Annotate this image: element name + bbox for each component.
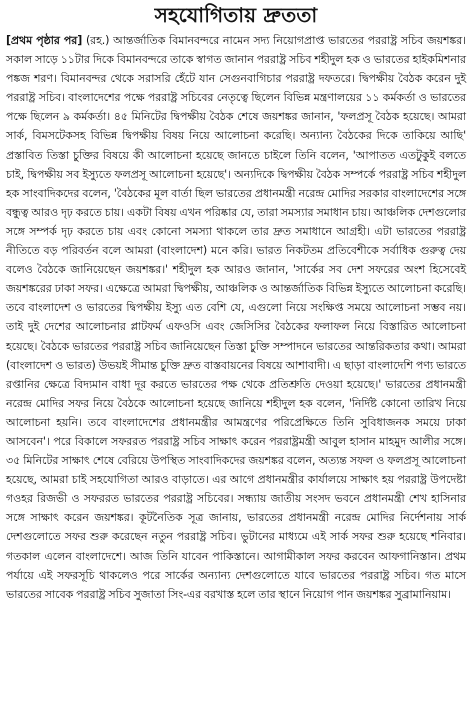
article-text: (রহ.) আন্তর্জাতিক বিমানবন্দরে নামেন সদ্য নিয়োগপ্রাপ্ত ভারতের পররাষ্ট্র সচিব জয়শঙ্কর। সকাল সাড়ে ১১টার দিকে বিমানবন্দরে তাকে স্বাগত জানান পররাষ্ট্র সচিব শহীদুল হক ও ভারতের হাইকমিশনার পঙ্কজ শরণ। বিমানবন্দর থেকে সরাসরি হেঁটে যান সেগুনবাগিচার পররাষ্ট্র দফতরে। দ্বিপক্ষীয় বৈঠক করেন দুই পররাষ্ট্র সচিব। বাংলাদেশের পক্ষে পররাষ্ট্র সচিবের নেতৃত্বে ছিলেন বিভিন্ন মন্ত্রণালয়ের ১১ কর্মকর্তা ও ভারতের পক্ষে ছিলেন ৯ কর্মকর্তা। ৪৫ মিনিটের দ্বিপক্ষীয় বৈঠক শেষে জয়শঙ্কর জানান, 'ফলপ্রসূ বৈঠক হয়েছে। আমরা সার্ক, বিমসটেকসহ বিভিন্ন দ্বিপক্ষীয় বিষয় নিয়ে আলোচনা করেছি। অন্যান্য বৈঠকের দিকে তাকিয়ে আছি' প্রস্তাবিত তিস্তা চুক্তির বিষয়ে কী আলোচনা হয়েছে জানতে চাইলে তিনি বলেন, 'আপাতত এতটুকুই বলতে চাই, দ্বিপক্ষীয় সব ইস্যুতে ফলপ্রসূ আলোচনা হয়েছে'। অন্যদিকে দ্বিপক্ষীয় বৈঠক সম্পর্কে পররাষ্ট্র সচিব শহীদুল হক সাংবাদিকদের বলেন, 'বৈঠকের মূল বার্তা ছিল ভারতের প্রধানমন্ত্রী নরেন্দ্র মোদির সরকার বাংলাদেশের সঙ্গে বন্ধুত্ব আরও দৃঢ় করতে চায়। একটা বিষয় এখন পরিষ্কার যে, তারা সমস্যার সমাধান চায়। আঞ্চলিক দেশগুলোর সঙ্গে সম্পর্ক দৃঢ় করতে চায় এবং কোনো সমস্যা থাকলে তার দ্রুত সমাধানে আগ্রহী। এটা ভারতের পররাষ্ট্র নীতিতে বড় পরিবর্তন বলে আমরা (বাংলাদেশ) মনে করি। ভারত নিকটতম প্রতিবেশীকে সর্বাধিক গুরুত্ব দেয় বলেও বৈঠকে জানিয়েছেন জয়শঙ্কর।' শহীদুল হক আরও জানান, 'সার্কের সব দেশ সফরের অংশ হিসেবেই জয়শঙ্করের ঢাকা সফর। এক্ষেত্রে আমরা দ্বিপক্ষীয়, আঞ্চলিক ও আন্তর্জাতিক বিভিন্ন ইস্যুতে আলোচনা করেছি। তবে বাংলাদেশ ও ভারতের দ্বিপক্ষীয় ইস্যু এত বেশি যে, এগুলো নিয়ে সংক্ষিপ্ত সময়ে আলোচনা সম্ভব নয়। তাই দুই দেশের আলোচনার প্লাটফর্ম এফওসি এবং জেসিসির বৈঠকের ফলাফল নিয়ে বিস্তারিত আলোচনা হয়েছে। বৈঠকে ভারতের পররাষ্ট্র সচিব জানিয়েছেন তিস্তা চুক্তি সম্পাদনে ভারতের আন্তরিকতার কথা। আমরা (বাংলাদেশ ও ভারত) উভয়ই সীমান্ত চুক্তি দ্রুত বাস্তবায়নের বিষয়ে আশাবাদী। এ ছাড়া বাংলাদেশি পণ্য ভারতে রপ্তানির ক্ষেত্রে বিদ্যমান বাধা দূর করতে ভারতের পক্ষ থেকে প্রতিশ্রুতি দেওয়া হয়েছে।' ভারতের প্রধানমন্ত্রী নরেন্দ্র মোদির সফর নিয়ে বৈঠকে আলোচনা হয়েছে জানিয়ে শহীদুল হক বলেন, 'নির্দিষ্ট কোনো তারিখ নিয়ে আলোচনা হয়নি। তবে বাংলাদেশের প্রধানমন্ত্রীর আমন্ত্রণের পরিপ্রেক্ষিতে তিনি সুবিধাজনক সময়ে ঢাকা আসবেন'। পরে বিকালে সফররত পররাষ্ট্র সচিব সাক্ষাৎ করেন পররাষ্ট্রমন্ত্রী আবুল হাসান মাহমুদ আলীর সঙ্গে। ৩৫ মিনিটের সাক্ষাৎ শেষে বেরিয়ে উপস্থিত সাংবাদিকদের জয়শঙ্কর বলেন, অত্যন্ত সফল ও ফলপ্রসূ আলোচনা হয়েছে, আমরা চাই সহযোগিতা আরও বাড়াতে। এর আগে প্রধানমন্ত্রীর কার্যালয়ে সাক্ষাৎ হয় পররাষ্ট্র উপদেষ্টা গওহর রিজভী ও সফররত ভারতের পররাষ্ট্র সচিবের। সন্ধ্যায় জাতীয় সংসদ ভবনে প্রধানমন্ত্রী শেখ হাসিনার সঙ্গে সাক্ষাৎ করেন জয়শঙ্কর। কূটনৈতিক সূত্র জানায়, ভারতের প্রধানমন্ত্রী নরেন্দ্র মোদির নির্দেশনায় সার্ক দেশগুলোতে সফর শুরু করেছেন নতুন পররাষ্ট্র সচিব। ভুটানের মাধ্যমে এই সার্ক সফর শুরু হয়েছে শনিবার। গতকাল এলেন বাংলাদেশে। আজ তিনি যাবেন পাকিস্তানে। আগামীকাল সফর করবেন আফগানিস্তান। প্রথম পর্যায়ে এই সফরসূচি থাকলেও পরে সার্কের অন্যান্য দেশগুলোতে যাবে ভারতের পররাষ্ট্র সচিব। গত মাসে ভারতের সাবেক পররাষ্ট্র সচিব সুজাতা সিং-এর বরখাস্ত হলে তার স্থানে নিয়োগ পান জয়শঙ্কর সুব্রামানিয়াম।	[6, 34, 466, 601]
article-body	[6, 31, 466, 604]
continued-from-front-page-marker: [প্রথম পৃষ্ঠার পর]	[6, 34, 83, 47]
headline: সহযোগিতায় দ্রুততা	[154, 3, 318, 27]
